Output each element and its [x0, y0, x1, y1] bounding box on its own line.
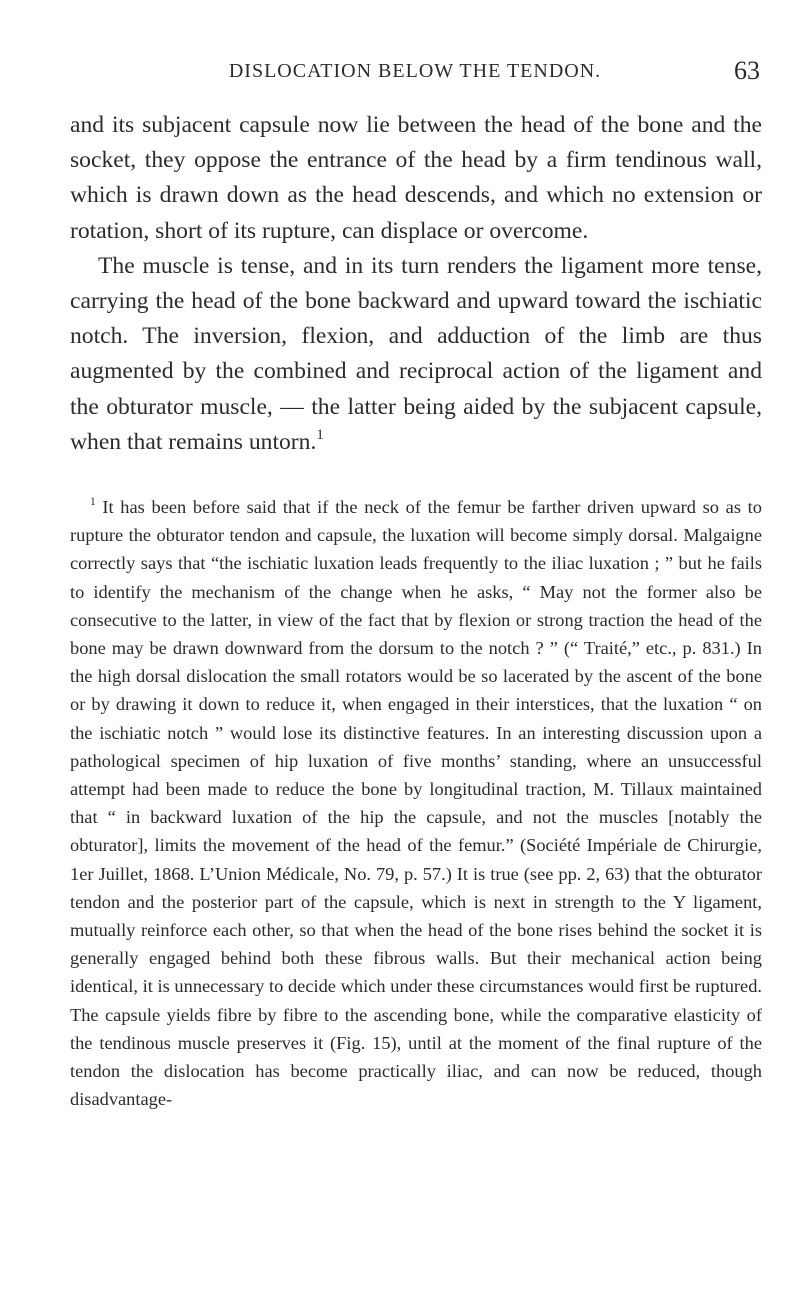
page-number: 63	[734, 56, 760, 85]
footnote-paragraph	[70, 493, 762, 1113]
running-title: DISLOCATION BELOW THE TENDON.	[228, 60, 602, 82]
paragraph	[70, 249, 762, 460]
paragraph-text: The muscle is tense, and in its turn renders the ligament more tense, carrying the head of the bone backward and upward toward the ischiatic notch. The inversion, flexion, and adduction of the limb are thus augmented by the combined and reciprocal action of the ligament and the obturator muscle, — the latter being aided by the subjacent capsule, when that remains untorn.	[70, 252, 762, 455]
main-text	[70, 108, 762, 460]
footnote-reference: 1	[316, 426, 324, 443]
paragraph-continued: and its subjacent capsule now lie between the head of the bone and the socket, they oppose the entrance of the head by a firm tendinous wall, which is drawn down as the head descends, and which no extension or rotation, short of its rupture, can displace or overcome.	[70, 112, 762, 244]
footnote	[70, 493, 762, 1113]
footnote-marker: 1	[90, 495, 96, 508]
running-header	[70, 56, 760, 90]
footnote-text: It has been before said that if the neck of the femur be farther driven upward so as to rupture the obturator tendon and capsule, the luxation will become simply dorsal. Malgaigne correctly says that “the ischiatic luxation leads frequently to the iliac luxation ; ” but he fails to identify the mechanism of the change when he asks, “ May not the former also be consecutive to the latter, in view of the fact that by flexion or strong traction the head of the bone may be drawn downward from the dorsum to the notch ? ” (“ Traité,” etc., p. 831.) In the high dorsal dislocation the small rotators would be so lacerated by the ascent of the bone or by drawing it down to reduce it, when engaged in their interstices, that the luxation “ on the ischiatic notch ” would lose its distinctive features. In an interesting discussion upon a pathological specimen of hip luxation of five months’ standing, where an unsuccessful attempt had been made to reduce the bone by longitudinal traction, M. Tillaux maintained that “ in backward luxation of the hip the capsule, and not the muscles [notably the obturator], limits the movement of the head of the femur.” (Société Impériale de Chirurgie, 1er Juillet, 1868. L’Union Médicale, No. 79, p. 57.) It is true (see pp. 2, 63) that the obturator tendon and the posterior part of the capsule, which is next in strength to the Y ligament, mutually reinforce each other, so that when the head of the bone rises behind the socket it is generally engaged behind both these fibrous walls. But their mechanical action being identical, it is unnecessary to decide which under these circumstances would first be ruptured. The capsule yields fibre by fibre to the ascending bone, while the comparative elasticity of the tendinous muscle preserves it (Fig. 15), until at the moment of the final rupture of the tendon the dislocation has become practically iliac, and can now be reduced, though disadvantage-	[70, 497, 762, 1110]
